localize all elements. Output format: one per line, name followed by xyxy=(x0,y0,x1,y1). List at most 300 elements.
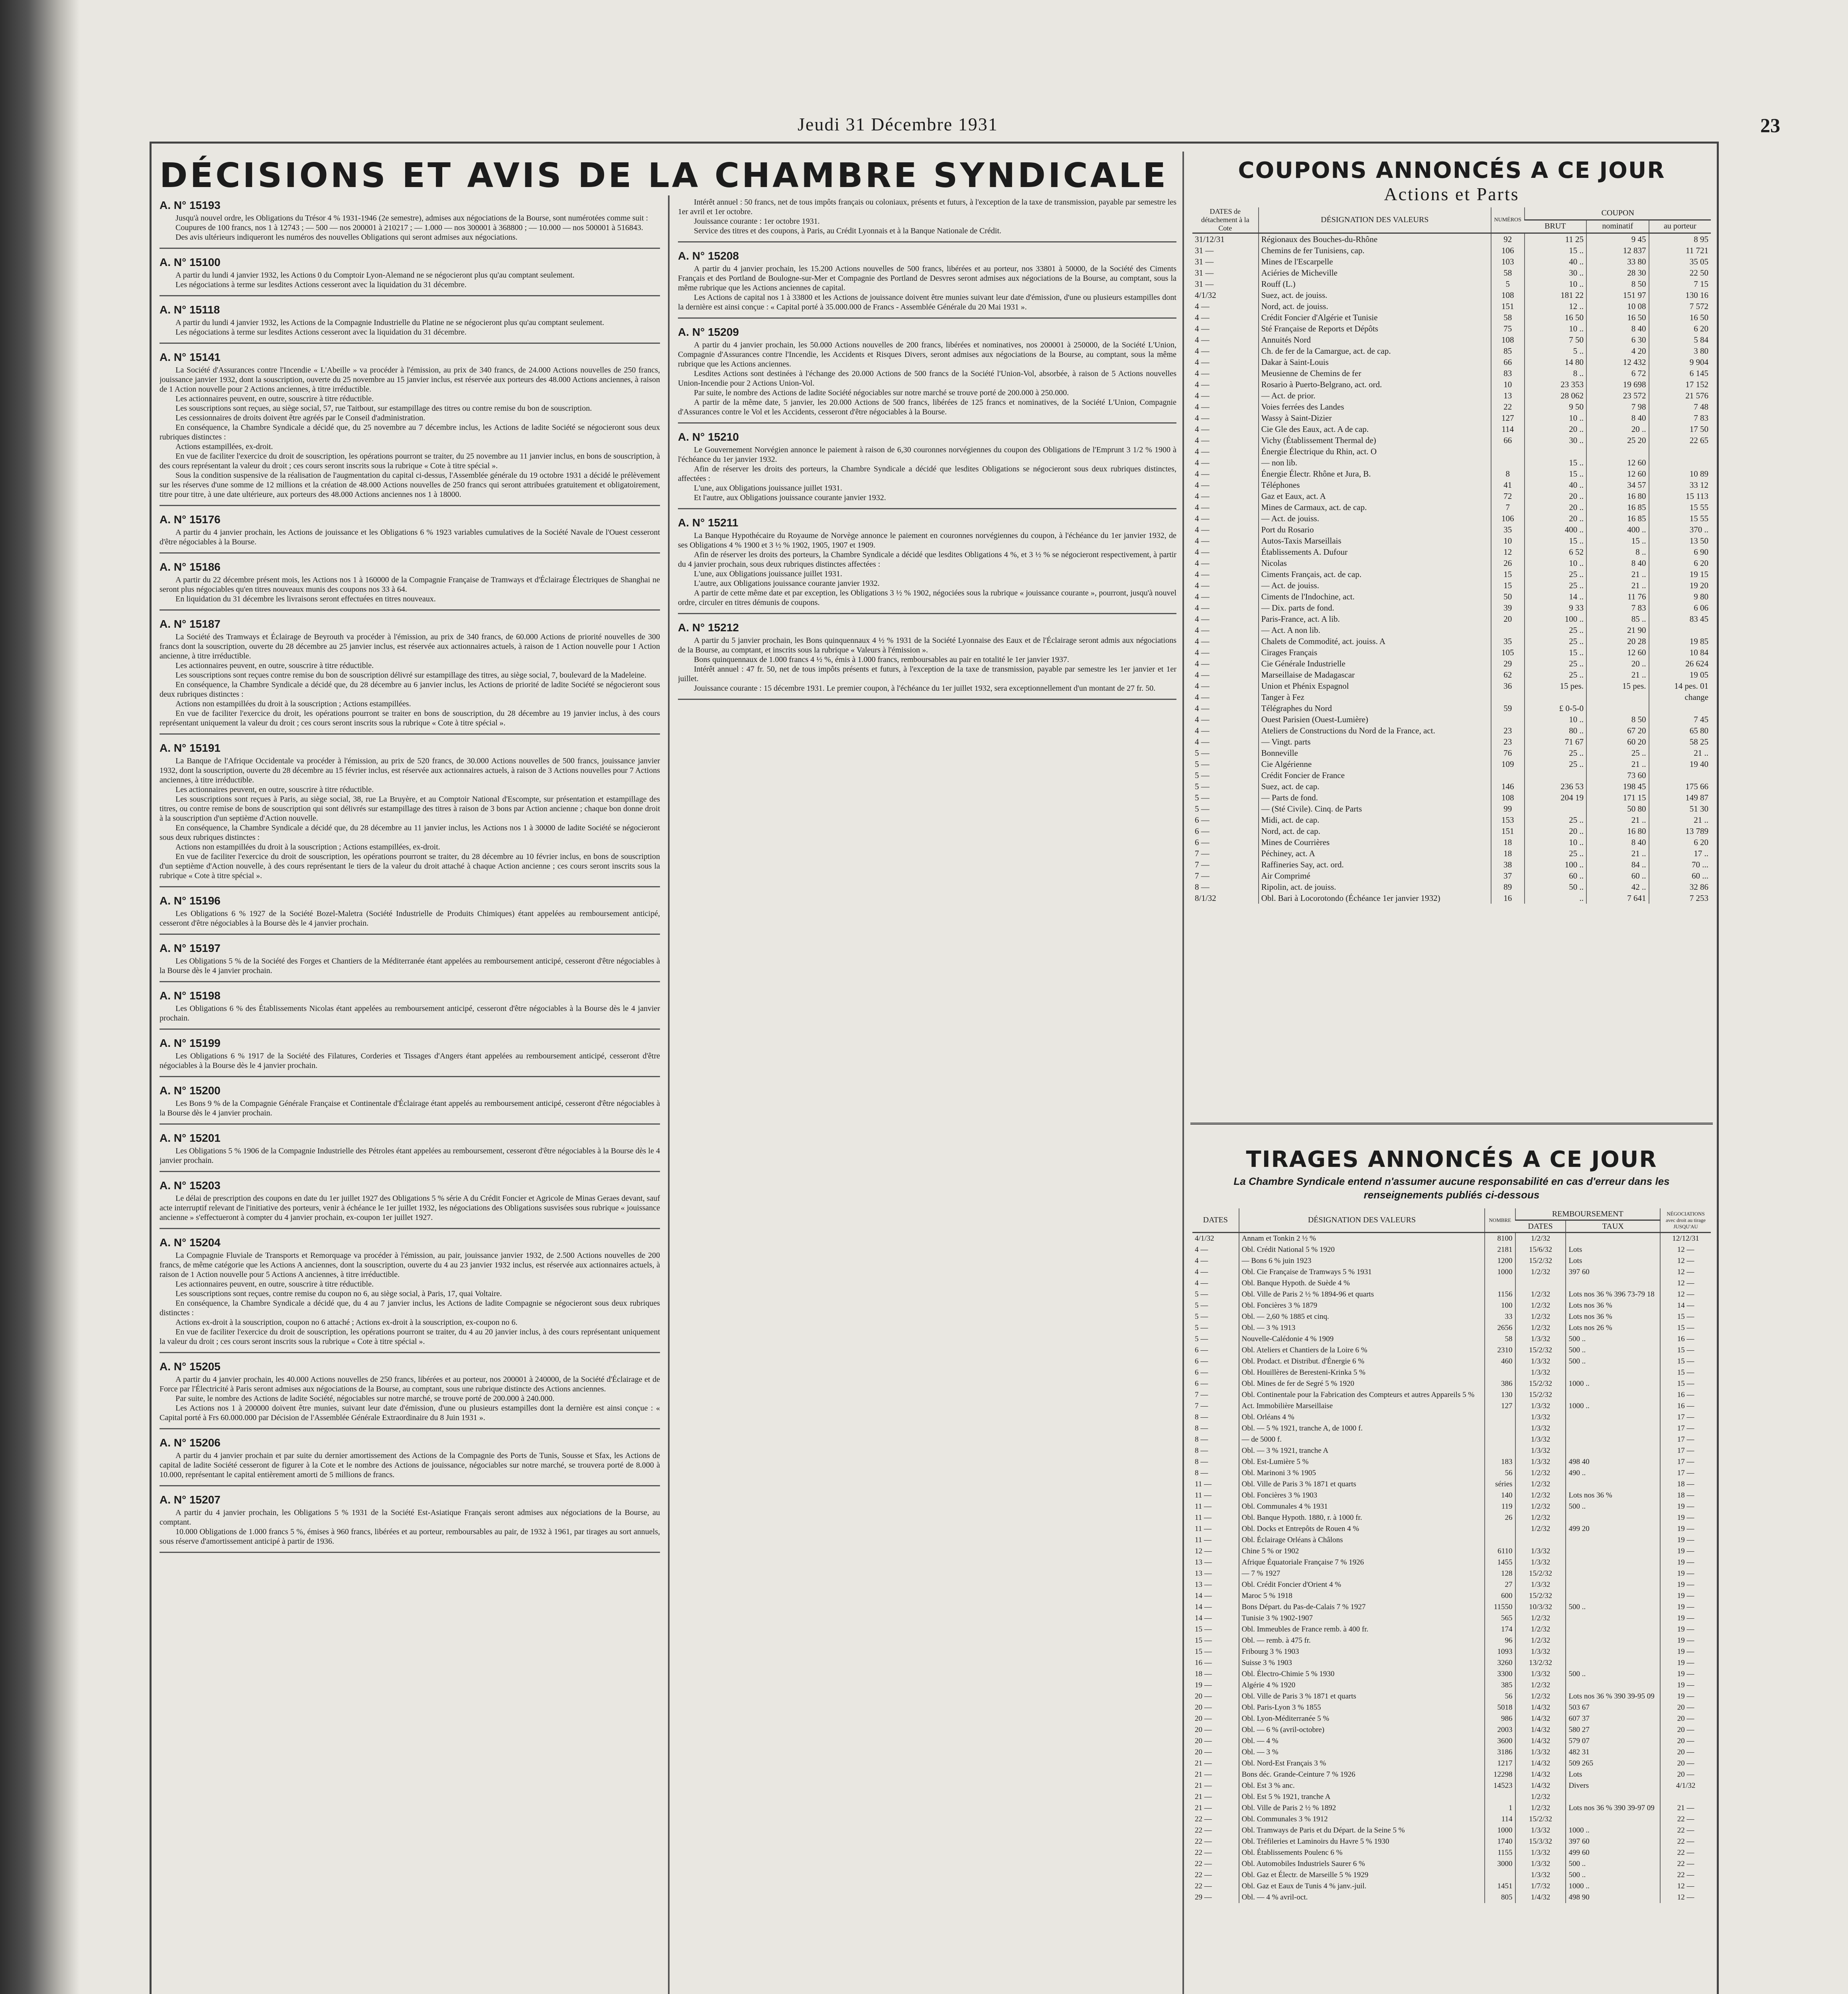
table-row xyxy=(1192,1334,1711,1345)
notice xyxy=(678,324,1176,424)
tirage-designation: Chine 5 % or 1902 xyxy=(1239,1546,1485,1557)
tirage-date: 8 — xyxy=(1195,1413,1208,1421)
coupon-designation: Bonneville xyxy=(1259,747,1491,759)
coupon-date: 4 — xyxy=(1195,435,1210,445)
tirage-negociation: 22 — xyxy=(1660,1814,1711,1825)
notice-separator xyxy=(678,613,1176,614)
coupon-designation: Péchiney, act. A xyxy=(1259,848,1491,859)
notice xyxy=(160,1235,660,1353)
table-row xyxy=(1192,1233,1711,1245)
table-row xyxy=(1192,546,1711,558)
coupon-date: 6 — xyxy=(1195,826,1210,836)
tirage-taux xyxy=(1566,1512,1660,1523)
tirage-nombre: 805 xyxy=(1485,1892,1515,1903)
coupon-nominatif: 8 40 xyxy=(1586,837,1649,848)
tirage-date: 22 — xyxy=(1195,1815,1212,1823)
coupon-brut: 16 50 xyxy=(1525,312,1586,323)
coupon-date: 31 — xyxy=(1195,245,1214,255)
tirage-date: 5 — xyxy=(1195,1335,1208,1343)
notice-separator xyxy=(678,422,1176,424)
coupon-designation: — Dix. parts de fond. xyxy=(1259,602,1491,613)
coupon-porteur: 22 50 xyxy=(1649,267,1711,278)
notice-text: Les actionnaires peuvent, en outre, souscrire à titre réductible. xyxy=(175,1280,374,1289)
tirage-designation: Afrique Équatoriale Française 7 % 1926 xyxy=(1239,1557,1485,1568)
coupon-date: 4 — xyxy=(1195,636,1210,646)
table-row xyxy=(1192,602,1711,613)
coupon-date: 4 — xyxy=(1195,323,1210,333)
coupon-designation: Énergie Électr. Rhône et Jura, B. xyxy=(1259,468,1491,479)
coupon-porteur: 19 85 xyxy=(1649,636,1711,647)
tirage-designation: Obl. Immeubles de France remb. à 400 fr. xyxy=(1239,1624,1485,1635)
coupon-date: 31 — xyxy=(1195,256,1214,266)
tirage-nombre xyxy=(1485,1367,1515,1378)
coupon-numero: 39 xyxy=(1491,602,1525,613)
tirage-taux: Lots xyxy=(1566,1255,1660,1267)
coupon-brut: 15 .. xyxy=(1525,535,1586,546)
coupon-nominatif: 16 80 xyxy=(1586,826,1649,837)
notice-text: La Banque Hypothécaire du Royaume de Norvège annonce le paiement en couronnes norvégiennes du coupon, à l'échéance du 1er janvier 1932, de ses Obligations 4 % 1900 et 3 ½ % 1902, 1905, 1907 et 1909. xyxy=(678,531,1176,550)
coupon-numero: 106 xyxy=(1491,513,1525,524)
tirage-designation: Obl. — 5 % 1921, tranche A, de 1000 f. xyxy=(1239,1423,1485,1434)
tirage-nombre: 12298 xyxy=(1485,1769,1515,1780)
tirage-date: 21 — xyxy=(1195,1770,1212,1779)
notice-text: Actions estampillées, ex-droit. xyxy=(175,442,273,451)
tirage-taux: 397 60 xyxy=(1566,1267,1660,1278)
tirage-negociation: 12 — xyxy=(1660,1267,1711,1278)
tirage-date: 5 — xyxy=(1195,1290,1208,1298)
coupon-designation: Chalets de Commodité, act. jouiss. A xyxy=(1259,636,1491,647)
tirage-date: 22 — xyxy=(1195,1860,1212,1868)
coupon-numero: 35 xyxy=(1491,636,1525,647)
notice-text: Les Obligations 6 % 1917 de la Société des Filatures, Corderies et Tissages d'Angers étant appelées au remboursement anticipé, cesseront d'être négociables à la Bourse dès le 4 janvier prochain. xyxy=(160,1052,660,1070)
tirage-designation: Obl. Prodact. et Distribut. d'Énergie 6 % xyxy=(1239,1356,1485,1367)
tirage-date: 12 — xyxy=(1195,1547,1212,1555)
notice xyxy=(160,559,660,611)
tirage-taux: 500 .. xyxy=(1566,1334,1660,1345)
coupon-numero: 114 xyxy=(1491,424,1525,435)
table-row xyxy=(1192,1691,1711,1702)
tirage-negociation: 20 — xyxy=(1660,1724,1711,1736)
tirage-taux xyxy=(1566,1367,1660,1378)
tirage-date: 20 — xyxy=(1195,1737,1212,1745)
coupon-designation: Port du Rosario xyxy=(1259,524,1491,535)
coupon-numero xyxy=(1491,446,1525,457)
tirage-negociation: 20 — xyxy=(1660,1758,1711,1769)
notice-text: La Banque de l'Afrique Occidentale va procéder à l'émission, au prix de 520 francs, de 30.000 Actions nouvelles de 500 francs, jouissance janvier 1932, dont la souscription, ouverte du 28 décembre au 15 février inclus, est réservée aux actionnaires actuels, à raison de 3 Actions nouvelles pour 7 Actions anciennes, à titre irréductible. xyxy=(160,757,660,784)
coupon-nominatif: 16 80 xyxy=(1586,491,1649,502)
coupon-brut: 400 .. xyxy=(1525,524,1586,535)
tirage-negociation: 22 — xyxy=(1660,1858,1711,1870)
coupon-nominatif: 400 .. xyxy=(1586,524,1649,535)
coupon-designation: Nord, act. de jouiss. xyxy=(1259,301,1491,312)
tirage-remb-date: 1/3/32 xyxy=(1515,1579,1566,1590)
coupon-nominatif: 25 .. xyxy=(1586,747,1649,759)
table-row xyxy=(1192,1814,1711,1825)
tirage-nombre: 1200 xyxy=(1485,1255,1515,1267)
coupon-brut: 10 .. xyxy=(1525,837,1586,848)
coupon-date: 4 — xyxy=(1195,346,1210,356)
tirage-nombre: 114 xyxy=(1485,1814,1515,1825)
tirage-date: 14 — xyxy=(1195,1592,1212,1600)
table-row xyxy=(1192,1345,1711,1356)
table-row xyxy=(1192,692,1711,703)
tirage-remb-date xyxy=(1515,1278,1566,1289)
coupon-brut: 40 .. xyxy=(1525,479,1586,491)
coupon-nominatif: 7 641 xyxy=(1586,893,1649,904)
table-row xyxy=(1192,1870,1711,1881)
table-row xyxy=(1192,1501,1711,1512)
tirage-nombre: 3600 xyxy=(1485,1736,1515,1747)
coupon-numero xyxy=(1491,770,1525,781)
notice-ref: A. N° 15176 xyxy=(160,513,221,526)
notice-text: Intérêt annuel : 47 fr. 50, net de tous impôts présents et futurs, à l'exception de la taxe de transmission, payable par semestre les 1er janvier et 1er juillet. xyxy=(678,665,1176,683)
tirage-remb-date: 1/3/32 xyxy=(1515,1669,1566,1680)
notice-text: A partir du 5 janvier prochain, les Bons quinquennaux 4 ½ % 1931 de la Société Lyonnaise des Eaux et de l'Éclairage seront admis aux négociations de la Bourse, au comptant, et inscrits sous la rubrique « Valeurs à l'émission ». xyxy=(678,636,1176,654)
coupon-porteur: 51 30 xyxy=(1649,803,1711,814)
coupons-header-porteur: au porteur xyxy=(1649,220,1711,233)
table-row xyxy=(1192,1579,1711,1590)
tirage-designation: Obl. Communales 4 % 1931 xyxy=(1239,1501,1485,1512)
tirage-nombre: 3000 xyxy=(1485,1858,1515,1870)
coupon-designation: Cie Générale Industrielle xyxy=(1259,658,1491,669)
coupon-date: 31 — xyxy=(1195,279,1214,289)
coupon-porteur: 9 80 xyxy=(1649,591,1711,602)
coupon-brut: 25 .. xyxy=(1525,569,1586,580)
tirage-negociation: 18 — xyxy=(1660,1490,1711,1501)
coupon-nominatif: 21 .. xyxy=(1586,848,1649,859)
tirage-designation: Obl. Banque Hypoth. de Suède 4 % xyxy=(1239,1278,1485,1289)
table-row xyxy=(1192,1825,1711,1836)
notice-text: En vue de faciliter l'exercice du droit, les opérations pourront se traiter en bons de souscription, du 28 décembre au 19 janvier inclus, à des cours représentant uniquement la valeur du droit ; ces cours seront inscrits sous la rubrique « Cote à titre spécial ». xyxy=(160,709,660,727)
coupon-designation: — Act. de prior. xyxy=(1259,390,1491,401)
tirage-remb-date: 15/2/32 xyxy=(1515,1345,1566,1356)
notice-ref: A. N° 15211 xyxy=(678,516,739,529)
coupon-designation: Union et Phénix Espagnol xyxy=(1259,680,1491,692)
notice-separator xyxy=(160,1076,660,1077)
tirage-remb-date: 15/2/32 xyxy=(1515,1590,1566,1602)
coupon-porteur xyxy=(1649,770,1711,781)
tirage-designation: Obl. Cie Française de Tramways 5 % 1931 xyxy=(1239,1267,1485,1278)
table-row xyxy=(1192,680,1711,692)
page-number: 23 xyxy=(1760,114,1780,136)
tirage-designation: Obl. — 4 % xyxy=(1239,1736,1485,1747)
table-row xyxy=(1192,1389,1711,1401)
notice-text: A partir du lundi 4 janvier 1932, les Actions 0 du Comptoir Lyon-Alemand ne se négocieront plus qu'au comptant seulement. xyxy=(175,271,575,280)
coupon-numero: 58 xyxy=(1491,267,1525,278)
coupon-date: 7 — xyxy=(1195,848,1210,858)
coupon-date: 4 — xyxy=(1195,357,1210,367)
tirage-nombre: 56 xyxy=(1485,1691,1515,1702)
coupon-numero: 18 xyxy=(1491,837,1525,848)
tirage-negociation: 22 — xyxy=(1660,1836,1711,1847)
coupon-brut: 15 .. xyxy=(1525,468,1586,479)
coupon-nominatif: 198 45 xyxy=(1586,781,1649,792)
tirage-negociation xyxy=(1660,1791,1711,1803)
table-row xyxy=(1192,1300,1711,1311)
coupon-numero: 16 xyxy=(1491,893,1525,904)
coupon-nominatif: 151 97 xyxy=(1586,290,1649,301)
table-row xyxy=(1192,233,1711,245)
tirage-nombre xyxy=(1485,1423,1515,1434)
tirage-designation: Obl. — 3 % 1921, tranche A xyxy=(1239,1445,1485,1456)
table-row xyxy=(1192,446,1711,457)
notice xyxy=(160,197,660,249)
coupon-brut: 25 .. xyxy=(1525,747,1586,759)
tirage-remb-date: 1/3/32 xyxy=(1515,1401,1566,1412)
tirage-negociation: 12 — xyxy=(1660,1892,1711,1903)
notice-ref: A. N° 15100 xyxy=(160,256,221,268)
coupon-nominatif: 20 28 xyxy=(1586,636,1649,647)
table-row xyxy=(1192,1892,1711,1903)
tirage-remb-date: 1/2/32 xyxy=(1515,1691,1566,1702)
tirage-date: 19 — xyxy=(1195,1681,1212,1689)
coupon-brut: 20 .. xyxy=(1525,491,1586,502)
tirage-date: 18 — xyxy=(1195,1670,1212,1678)
coupon-porteur: 15 113 xyxy=(1649,491,1711,502)
table-row xyxy=(1192,345,1711,357)
coupon-brut: 25 .. xyxy=(1525,848,1586,859)
notice-ref: A. N° 15198 xyxy=(160,989,221,1002)
tirage-taux xyxy=(1566,1278,1660,1289)
coupon-designation: Autos-Taxis Marseillais xyxy=(1259,535,1491,546)
tirage-designation: Obl. Lyon-Méditerranée 5 % xyxy=(1239,1713,1485,1724)
tirage-date: 6 — xyxy=(1195,1368,1208,1377)
tirage-date: 20 — xyxy=(1195,1703,1212,1712)
tirage-remb-date: 1/3/32 xyxy=(1515,1456,1566,1468)
table-row xyxy=(1192,1624,1711,1635)
coupon-brut: 10 .. xyxy=(1525,714,1586,725)
coupon-porteur: 3 80 xyxy=(1649,345,1711,357)
tirage-remb-date: 15/2/32 xyxy=(1515,1389,1566,1401)
tirage-taux xyxy=(1566,1423,1660,1434)
coupon-brut: 100 .. xyxy=(1525,613,1586,625)
notice-text: Lesdites Actions sont destinées à l'échange des 20.000 Actions de 500 francs de la Société l'Union-Vol, absorbée, à raison de 5 Actions nouvelles Union-Incendie pour 2 Actions Union-Vol. xyxy=(678,369,1176,388)
tirages-table xyxy=(1192,1208,1711,1903)
notice-separator xyxy=(160,934,660,935)
coupon-nominatif: 11 76 xyxy=(1586,591,1649,602)
notice-text: Afin de réserver les droits des porteurs, la Chambre Syndicale a décidé que lesdites Obligations 4 %, et 3 ½ % se négocieront respectivement, à partir du 4 janvier prochain, sous deux rubriques distinctes affectées : xyxy=(678,550,1176,569)
tirage-negociation: 19 — xyxy=(1660,1590,1711,1602)
notice-text: Les Obligations 5 % 1906 de la Compagnie Industrielle des Pétroles étant appelées au remboursement, cesseront d'être négociables à la Bourse dès le 4 janvier prochain. xyxy=(160,1147,660,1165)
tirage-taux xyxy=(1566,1635,1660,1646)
coupon-numero: 72 xyxy=(1491,491,1525,502)
tirage-nombre: 8100 xyxy=(1485,1233,1515,1245)
coupon-designation: Ouest Parisien (Ouest-Lumière) xyxy=(1259,714,1491,725)
table-row xyxy=(1192,881,1711,893)
tirage-designation: Obl. Tréfileries et Laminoirs du Havre 5 % 1930 xyxy=(1239,1836,1485,1847)
table-row xyxy=(1192,334,1711,345)
notice-separator xyxy=(160,886,660,887)
tirages-subtitle: La Chambre Syndicale entend n'assumer aucune responsabilité en cas d'erreur dans les renseignements publiés ci-dessous xyxy=(1233,1175,1670,1201)
coupon-porteur: 22 65 xyxy=(1649,435,1711,446)
coupon-designation: Crédit Foncier d'Algérie et Tunisie xyxy=(1259,312,1491,323)
table-row xyxy=(1192,256,1711,267)
tirage-taux xyxy=(1566,1814,1660,1825)
coupon-nominatif: 15 pes. xyxy=(1586,680,1649,692)
coupon-date: 4 — xyxy=(1195,424,1210,434)
notice-text: En conséquence, la Chambre Syndicale a décidé que, du 25 novembre au 7 décembre inclus, les Actions de ladite Société se négocieront sous deux rubriques distinctes : xyxy=(160,423,660,441)
tirage-nombre: 100 xyxy=(1485,1300,1515,1311)
coupon-numero: 127 xyxy=(1491,412,1525,424)
coupon-porteur: 32 86 xyxy=(1649,881,1711,893)
tirage-date: 6 — xyxy=(1195,1379,1208,1388)
notice-text: A partir du lundi 4 janvier 1932, les Actions de la Compagnie Industrielle du Platine ne se négocieront plus qu'au comptant seulement. xyxy=(175,318,605,327)
tirage-remb-date: 1/3/32 xyxy=(1515,1557,1566,1568)
table-row xyxy=(1192,1736,1711,1747)
coupon-designation: Ch. de fer de la Camargue, act. de cap. xyxy=(1259,345,1491,357)
tirage-nombre: 6110 xyxy=(1485,1546,1515,1557)
coupon-porteur: 6 145 xyxy=(1649,368,1711,379)
notice-separator xyxy=(160,609,660,611)
tirage-negociation: 15 — xyxy=(1660,1322,1711,1334)
tirage-remb-date: 1/3/32 xyxy=(1515,1870,1566,1881)
notice-text: Les Obligations 6 % 1927 de la Société Bozel-Maletra (Société Industrielle de Produits Chimiques) étant appelées au remboursement anticipé, cesseront d'être négociables à la Bourse dès le 4 janvier prochain. xyxy=(160,909,660,928)
notice-text: En vue de faciliter l'exercice du droit de souscription, les opérations pourront se traiter, du 28 décembre au 10 février inclus, en bons de souscription d'un septième d'Action nouvelle, à des cours représentant le tiers de la valeur du droit attaché à chaque Action ancienne ; ces cours seront inscrits sous la rubrique « Cote à titre spécial ». xyxy=(160,852,660,880)
coupon-nominatif xyxy=(1586,692,1649,703)
tirage-designation: Obl. Automobiles Industriels Saurer 6 % xyxy=(1239,1858,1485,1870)
notice-separator xyxy=(160,733,660,735)
table-row xyxy=(1192,803,1711,814)
coupon-designation: Énergie Électrique du Rhin, act. O xyxy=(1259,446,1491,457)
notice-text: En vue de faciliter l'exercice du droit de souscription, les opérations pourront se traiter, du 25 novembre au 11 janvier inclus, en bons de souscription, à des cours représentant la valeur du droit ; ces cours seront inscrits sous la rubrique « Cote à titre spécial ». xyxy=(160,452,660,470)
coupon-date: 4 — xyxy=(1195,469,1210,479)
coupon-designation: — Parts de fond. xyxy=(1259,792,1491,803)
tirage-date: 20 — xyxy=(1195,1692,1212,1700)
tirage-taux xyxy=(1566,1557,1660,1568)
tirage-date: 21 — xyxy=(1195,1759,1212,1767)
coupon-brut: 9 50 xyxy=(1525,401,1586,412)
notice-ref: A. N° 15200 xyxy=(160,1084,221,1097)
coupon-brut xyxy=(1525,803,1586,814)
tirage-designation: Obl. Est 5 % 1921, tranche A xyxy=(1239,1791,1485,1803)
coupon-numero: 76 xyxy=(1491,747,1525,759)
tirage-date: 13 — xyxy=(1195,1580,1212,1589)
tirage-nombre: 1455 xyxy=(1485,1557,1515,1568)
coupon-porteur: 6 20 xyxy=(1649,323,1711,334)
coupon-brut: 20 .. xyxy=(1525,502,1586,513)
table-row xyxy=(1192,1512,1711,1523)
tirage-negociation: 12/12/31 xyxy=(1660,1233,1711,1245)
coupon-designation: Tanger à Fez xyxy=(1259,692,1491,703)
tirage-date: 5 — xyxy=(1195,1324,1208,1332)
coupon-numero: 151 xyxy=(1491,301,1525,312)
notice xyxy=(160,893,660,935)
tirage-date: 20 — xyxy=(1195,1714,1212,1723)
tirage-nombre: 11550 xyxy=(1485,1602,1515,1613)
coupon-designation: Ateliers de Constructions du Nord de la France, act. xyxy=(1259,725,1491,736)
coupon-porteur: 8 95 xyxy=(1649,233,1711,245)
coupon-brut: 25 .. xyxy=(1525,814,1586,826)
tirage-nombre: 386 xyxy=(1485,1378,1515,1389)
coupon-numero: 22 xyxy=(1491,401,1525,412)
notice xyxy=(678,197,1176,242)
coupon-designation: — Vingt. parts xyxy=(1259,736,1491,747)
tirage-negociation: 19 — xyxy=(1660,1602,1711,1613)
tirage-nombre: 96 xyxy=(1485,1635,1515,1646)
coupon-numero: 5 xyxy=(1491,278,1525,290)
coupon-date: 4 — xyxy=(1195,402,1210,412)
tirage-date: 15 — xyxy=(1195,1647,1212,1656)
coupon-designation: Cie Gle des Eaux, act. A de cap. xyxy=(1259,424,1491,435)
tirage-date: 8 — xyxy=(1195,1435,1208,1444)
tirage-taux: 503 67 xyxy=(1566,1702,1660,1713)
notice-ref: A. N° 15209 xyxy=(678,326,739,338)
tirage-nombre xyxy=(1485,1412,1515,1423)
tirage-taux: 482 31 xyxy=(1566,1747,1660,1758)
coupon-numero: 29 xyxy=(1491,658,1525,669)
tirage-nombre: 1000 xyxy=(1485,1267,1515,1278)
table-row xyxy=(1192,792,1711,803)
coupon-date: 4 — xyxy=(1195,513,1210,523)
tirage-date: 11 — xyxy=(1195,1491,1212,1499)
tirage-date: 4 — xyxy=(1195,1245,1208,1254)
notice-separator xyxy=(160,552,660,554)
notice-separator xyxy=(678,241,1176,242)
notice-text: Afin de réserver les droits des porteurs, la Chambre Syndicale a décidé que lesdites Obligations se négocieront sous deux rubriques distinctes, affectées : xyxy=(678,465,1176,483)
notice-text: En liquidation du 31 décembre les livraisons seront effectuées en titres nouveaux. xyxy=(175,595,436,603)
tirage-remb-date: 13/2/32 xyxy=(1515,1657,1566,1669)
tirage-negociation: 19 — xyxy=(1660,1557,1711,1568)
notice-ref: A. N° 15203 xyxy=(160,1179,221,1192)
coupon-designation: — (Sté Civile). Cinq. de Parts xyxy=(1259,803,1491,814)
tirage-remb-date: 1/3/32 xyxy=(1515,1367,1566,1378)
coupon-date: 4 — xyxy=(1195,335,1210,345)
coupon-numero: 15 xyxy=(1491,580,1525,591)
table-row xyxy=(1192,357,1711,368)
coupon-date: 4 — xyxy=(1195,703,1210,713)
tirage-nombre: 1217 xyxy=(1485,1758,1515,1769)
coupon-brut: 20 .. xyxy=(1525,424,1586,435)
tirage-designation: Obl. Ville de Paris 3 % 1871 et quarts xyxy=(1239,1479,1485,1490)
tirage-nombre: séries xyxy=(1485,1479,1515,1490)
coupon-nominatif: 20 .. xyxy=(1586,658,1649,669)
tirage-nombre: 130 xyxy=(1485,1389,1515,1401)
coupon-nominatif: 60 .. xyxy=(1586,870,1649,881)
notice xyxy=(160,1130,660,1172)
coupon-porteur: 17 152 xyxy=(1649,379,1711,390)
coupon-date: 4 — xyxy=(1195,658,1210,668)
table-row xyxy=(1192,245,1711,256)
tirage-designation: — Bons 6 % juin 1923 xyxy=(1239,1255,1485,1267)
tirage-remb-date: 1/3/32 xyxy=(1515,1434,1566,1445)
notice-text: Les Bons 9 % de la Compagnie Générale Française et Continentale d'Éclairage étant appelés au remboursement anticipé, cesseront d'être négociables à la Bourse dès le 4 janvier prochain. xyxy=(160,1099,660,1117)
coupon-numero: 62 xyxy=(1491,669,1525,680)
tirage-remb-date: 15/2/32 xyxy=(1515,1378,1566,1389)
tirage-date: 11 — xyxy=(1195,1513,1212,1522)
coupon-porteur xyxy=(1649,703,1711,714)
coupon-nominatif: 171 15 xyxy=(1586,792,1649,803)
coupon-nominatif: 16 85 xyxy=(1586,502,1649,513)
coupon-numero: 89 xyxy=(1491,881,1525,893)
tirage-negociation: 15 — xyxy=(1660,1378,1711,1389)
tirage-negociation: 19 — xyxy=(1660,1657,1711,1669)
tirage-taux: 498 40 xyxy=(1566,1456,1660,1468)
notice xyxy=(160,302,660,344)
tirage-nombre: 119 xyxy=(1485,1501,1515,1512)
tirage-designation: Obl. Nord-Est Français 3 % xyxy=(1239,1758,1485,1769)
tirage-designation: Obl. Établissements Poulenc 6 % xyxy=(1239,1847,1485,1858)
coupon-porteur: 60 ... xyxy=(1649,870,1711,881)
coupon-numero: 153 xyxy=(1491,814,1525,826)
coupon-date: 4 — xyxy=(1195,625,1210,635)
table-row xyxy=(1192,725,1711,736)
tirage-remb-date: 1/3/32 xyxy=(1515,1356,1566,1367)
tirage-taux: 499 20 xyxy=(1566,1523,1660,1535)
tirage-remb-date: 15/2/32 xyxy=(1515,1814,1566,1825)
tirage-designation: Obl. Gaz et Eaux de Tunis 4 % janv.-juil. xyxy=(1239,1881,1485,1892)
tirage-nombre xyxy=(1485,1791,1515,1803)
tirage-remb-date: 1/3/32 xyxy=(1515,1412,1566,1423)
